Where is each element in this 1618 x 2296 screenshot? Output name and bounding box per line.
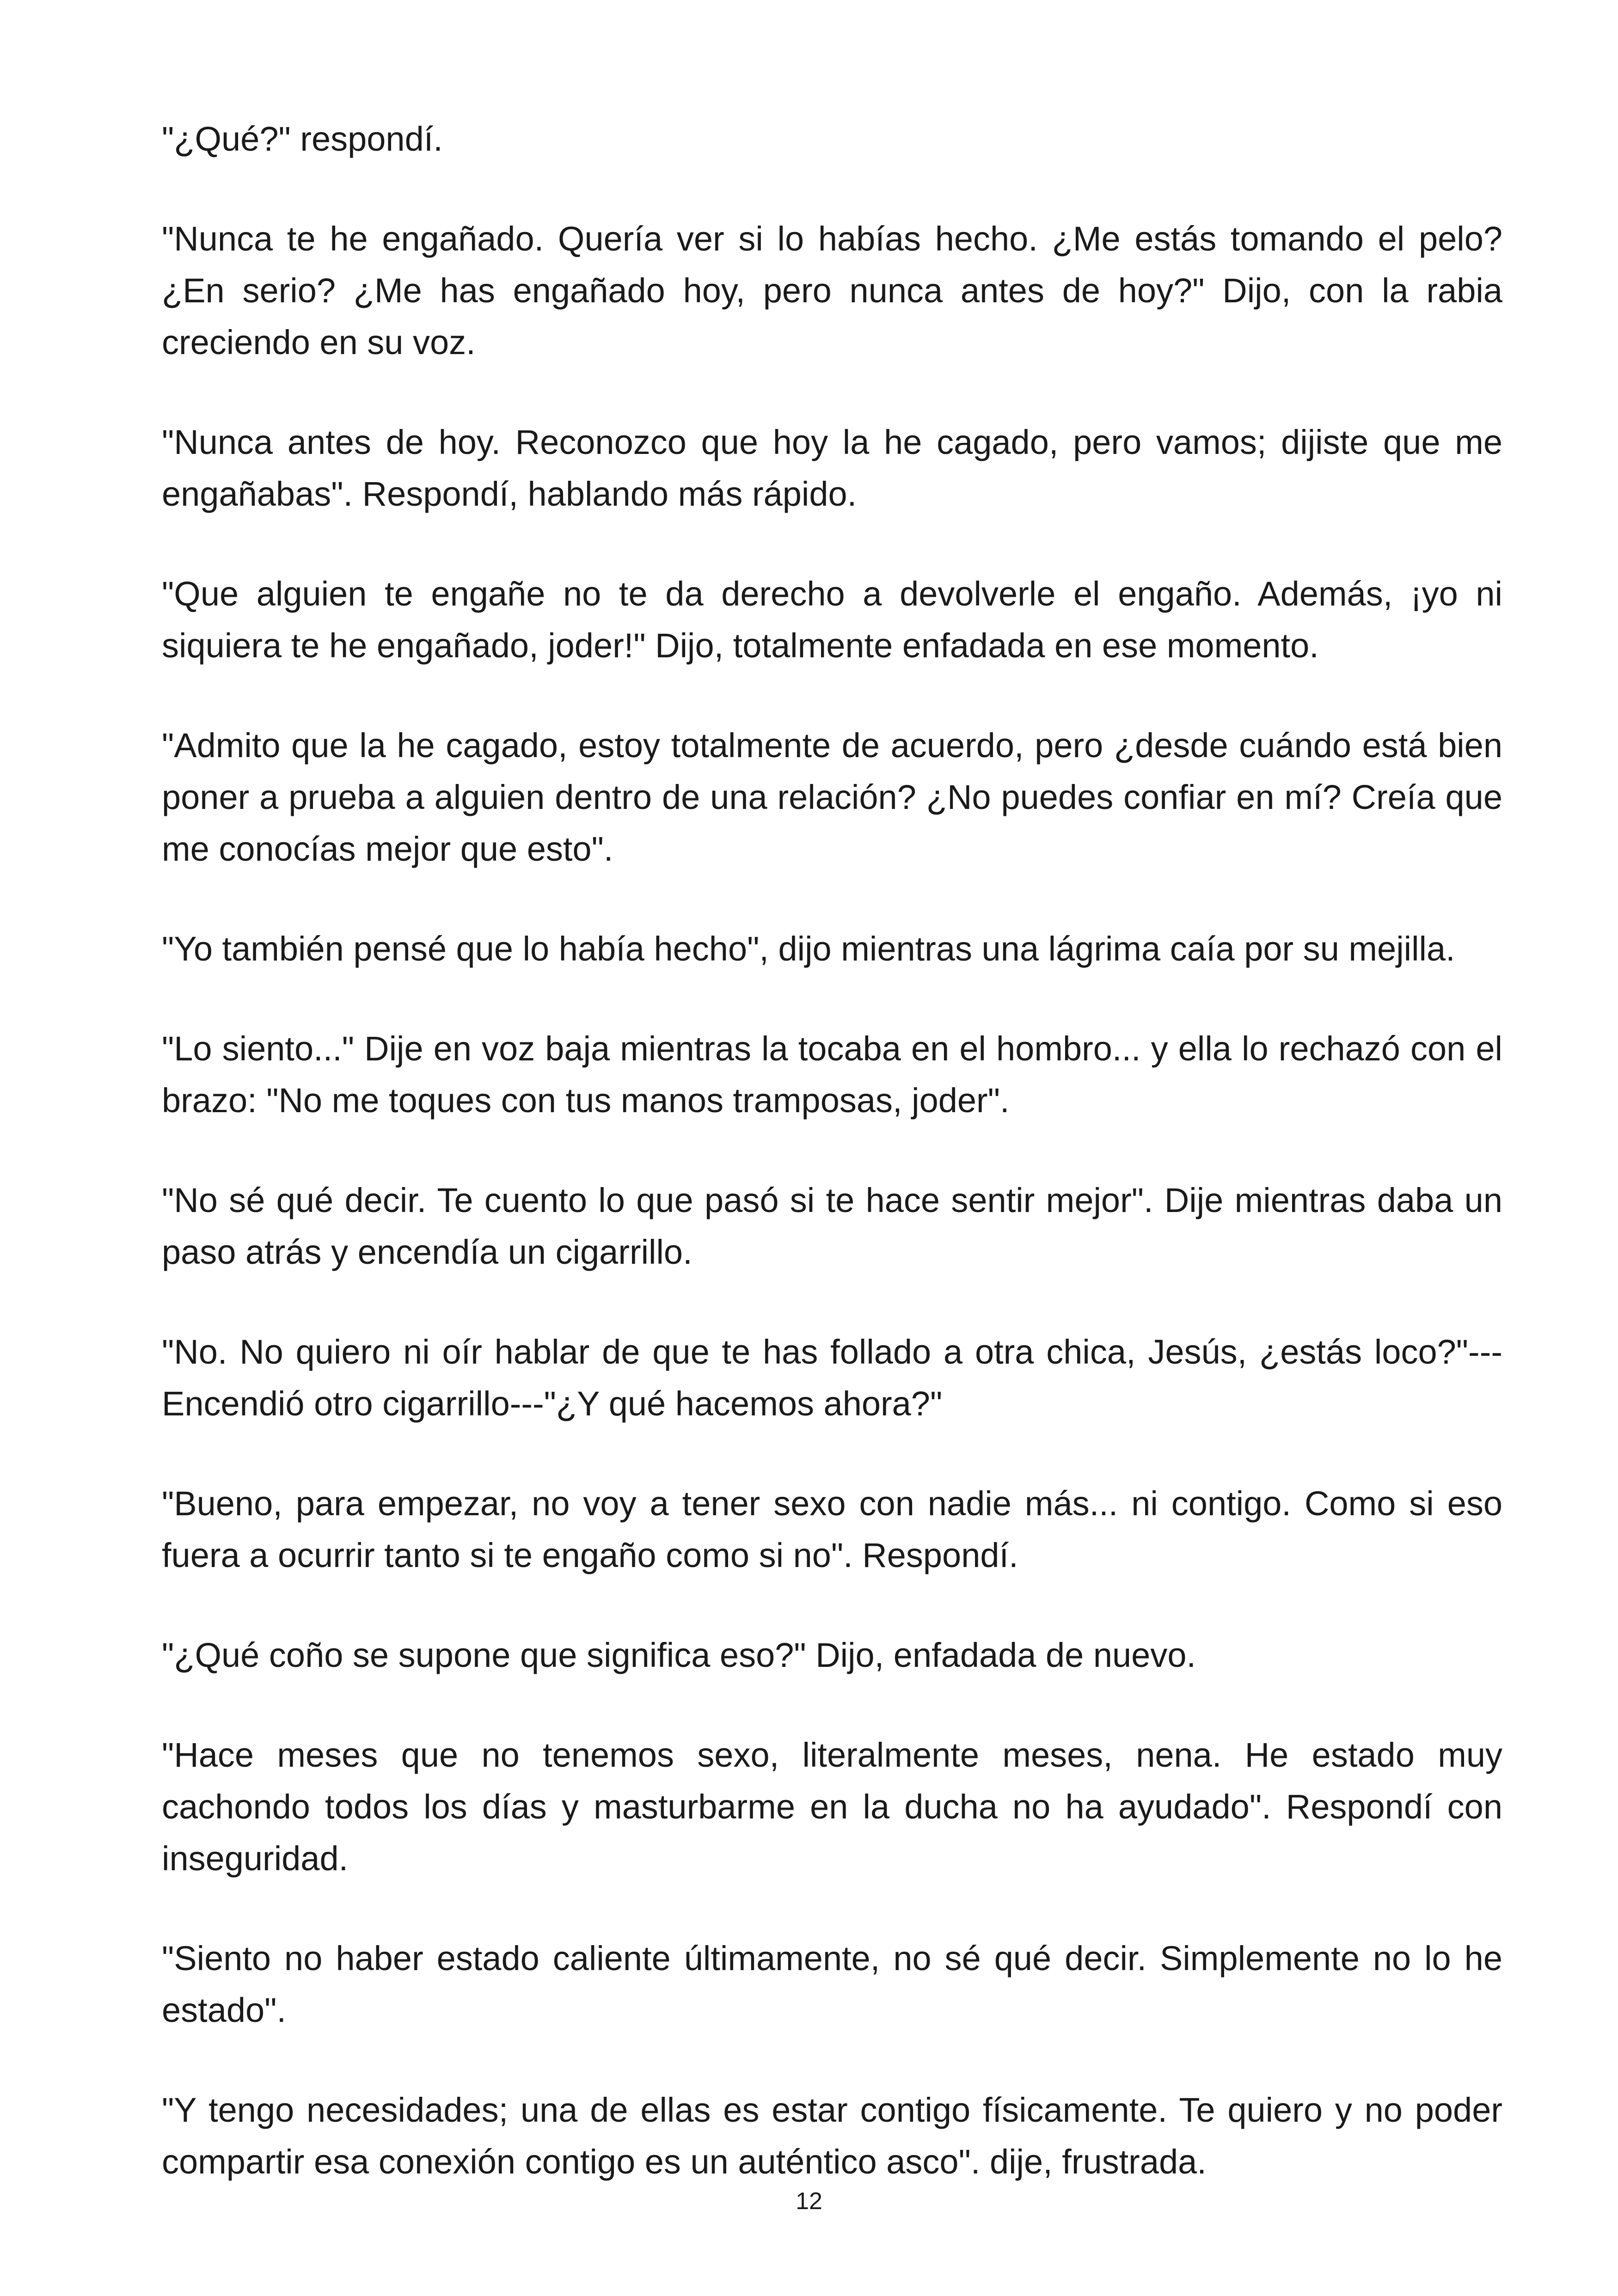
page-body: [162, 113, 1502, 2236]
paragraph: "Nunca te he engañado. Quería ver si lo habías hecho. ¿Me estás tomando el pelo? ¿En serio? ¿Me has engañado hoy, pero nunca antes de hoy?" Dijo, con la rabia creciendo en su voz.: [162, 220, 1502, 361]
paragraph: "Nunca antes de hoy. Reconozco que hoy la he cagado, pero vamos; dijiste que me engañabas". Respondí, hablando más rápido.: [162, 423, 1502, 513]
page-number: 12: [796, 2188, 822, 2215]
paragraph: "Siento no haber estado caliente últimamente, no sé qué decir. Simplemente no lo he estado".: [162, 1939, 1502, 2029]
paragraph: "Que alguien te engañe no te da derecho a devolverle el engaño. Además, ¡yo ni siquiera te he engañado, joder!" Dijo, totalmente enfadada en ese momento.: [162, 575, 1502, 665]
paragraph: "Lo siento..." Dije en voz baja mientras la tocaba en el hombro... y ella lo rechazó con el brazo: "No me toques con tus manos tramposas, joder".: [162, 1029, 1502, 1120]
paragraph: "No. No quiero ni oír hablar de que te has follado a otra chica, Jesús, ¿estás loco?"---Encendió otro cigarrillo---"¿Y qué hacemos ahora?": [162, 1333, 1502, 1423]
paragraph: "¿Qué?" respondí.: [162, 120, 443, 158]
paragraph: "Yo también pensé que lo había hecho", dijo mientras una lágrima caía por su mejilla.: [162, 930, 1455, 968]
paragraph: "No sé qué decir. Te cuento lo que pasó si te hace sentir mejor". Dije mientras daba un paso atrás y encendía un cigarrillo.: [162, 1181, 1502, 1271]
paragraph: "Y tengo necesidades; una de ellas es estar contigo físicamente. Te quiero y no poder compartir esa conexión contigo es un auténtico asco". dije, frustrada.: [162, 2091, 1502, 2181]
paragraph: "Bueno, para empezar, no voy a tener sexo con nadie más... ni contigo. Como si eso fuera a ocurrir tanto si te engaño como si no". Respondí.: [162, 1484, 1502, 1574]
paragraph: "¿Qué coño se supone que significa eso?" Dijo, enfadada de nuevo.: [162, 1636, 1196, 1674]
paragraph: "Admito que la he cagado, estoy totalmente de acuerdo, pero ¿desde cuándo está bien poner a prueba a alguien dentro de una relación? ¿No puedes confiar en mí? Creía que me conocías mejor que esto".: [162, 726, 1502, 868]
paragraph: "Hace meses que no tenemos sexo, literalmente meses, nena. He estado muy cachondo todos los días y masturbarme en la ducha no ha ayudado". Respondí con inseguridad.: [162, 1736, 1502, 1878]
